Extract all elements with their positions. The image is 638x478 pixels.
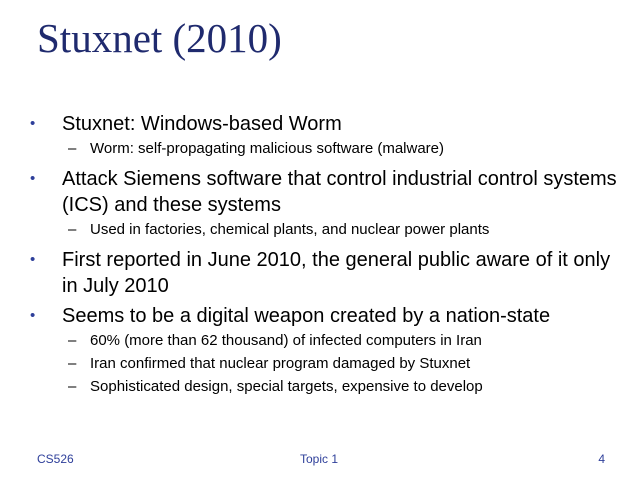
slide-title: Stuxnet (2010) (37, 15, 282, 61)
sub-bullet-text: Sophisticated design, special targets, expensive to develop (90, 378, 483, 395)
sub-bullet-marker: – (68, 378, 77, 395)
bullet-text: Attack Siemens software that control industrial control systems (ICS) and these systems (62, 168, 617, 216)
sub-bullet-text: 60% (more than 62 thousand) of infected computers in Iran (90, 332, 482, 349)
bullet-text: Seems to be a digital weapon created by a nation-state (62, 305, 551, 327)
bullet-marker: • (30, 251, 36, 268)
sub-bullet-text: Iran confirmed that nuclear program damaged by Stuxnet (90, 355, 471, 372)
sub-bullet-item (30, 352, 630, 375)
footer-course: CS526 (37, 452, 74, 466)
bullet-text: First reported in June 2010, the general public aware of it only in July 2010 (62, 249, 611, 297)
footer-page-number: 4 (598, 452, 605, 466)
sub-bullet-item (30, 218, 630, 241)
bullet-item (30, 303, 630, 329)
sub-bullet-text: Used in factories, chemical plants, and nuclear power plants (90, 221, 490, 238)
footer-topic: Topic 1 (299, 452, 339, 466)
sub-bullet-marker: – (68, 221, 77, 238)
bullet-marker: • (30, 115, 36, 132)
bullet-item (30, 111, 630, 137)
bullet-marker: • (30, 170, 36, 187)
sub-bullet-item (30, 137, 630, 160)
sub-bullet-marker: – (68, 140, 77, 157)
sub-bullet-marker: – (68, 332, 77, 349)
sub-bullet-marker: – (68, 355, 77, 372)
sub-bullet-item (30, 329, 630, 352)
sub-bullet-item (30, 375, 630, 398)
bullet-text: Stuxnet: Windows-based Worm (62, 113, 342, 135)
bullet-item (30, 166, 630, 218)
slide-content (30, 111, 630, 398)
sub-bullet-text: Worm: self-propagating malicious software (malware) (90, 140, 445, 157)
bullet-marker: • (30, 307, 36, 324)
bullet-item (30, 247, 630, 299)
